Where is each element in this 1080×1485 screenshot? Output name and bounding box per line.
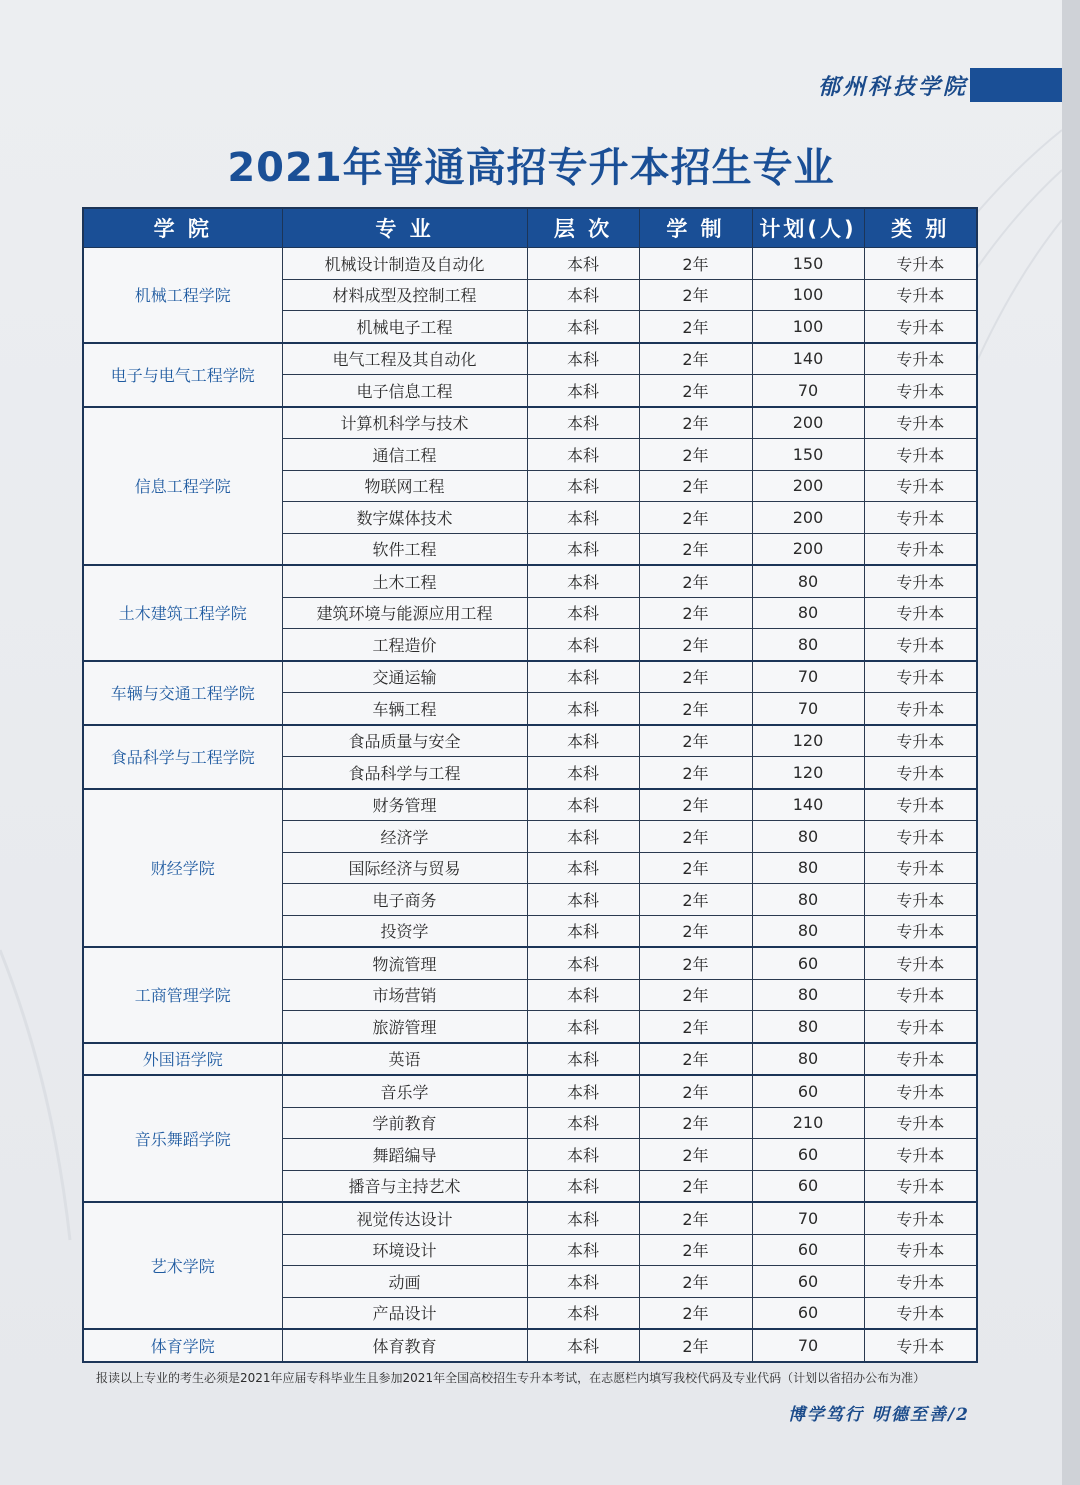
major-cell: 国际经济与贸易 [282,852,527,884]
major-cell: 旅游管理 [282,1011,527,1043]
plan-cell: 80 [752,979,864,1011]
table-row [83,343,977,375]
brand-header [800,68,1062,102]
college-cell: 体育学院 [83,1329,282,1362]
major-cell: 食品科学与工程 [282,757,527,789]
level-cell: 本科 [527,629,639,661]
duration-cell: 2年 [639,533,752,565]
category-cell: 专升本 [864,565,977,597]
major-cell: 数字媒体技术 [282,502,527,534]
category-cell: 专升本 [864,629,977,661]
category-cell: 专升本 [864,311,977,343]
plan-cell: 60 [752,1234,864,1266]
header-category: 类 别 [864,208,977,248]
category-cell: 专升本 [864,470,977,502]
level-cell: 本科 [527,343,639,375]
level-cell: 本科 [527,470,639,502]
page-title: 2021年普通高招专升本招生专业 [227,145,835,191]
category-cell: 专升本 [864,343,977,375]
level-cell: 本科 [527,375,639,407]
plan-cell: 100 [752,311,864,343]
header-plan: 计划(人) [752,208,864,248]
duration-cell: 2年 [639,661,752,693]
page-edge-shadow [1062,0,1080,1485]
plan-cell: 140 [752,343,864,375]
major-cell: 环境设计 [282,1234,527,1266]
plan-cell: 60 [752,1266,864,1298]
major-cell: 车辆工程 [282,693,527,725]
table-row [83,1329,977,1362]
duration-cell: 2年 [639,439,752,471]
table-header-row [83,208,977,248]
duration-cell: 2年 [639,1107,752,1139]
major-cell: 电气工程及其自动化 [282,343,527,375]
table-row [83,947,977,979]
major-cell: 土木工程 [282,565,527,597]
duration-cell: 2年 [639,725,752,757]
level-cell: 本科 [527,757,639,789]
level-cell: 本科 [527,1297,639,1329]
level-cell: 本科 [527,884,639,916]
duration-cell: 2年 [639,693,752,725]
plan-cell: 200 [752,533,864,565]
table-row [83,1043,977,1076]
plan-cell: 60 [752,1297,864,1329]
duration-cell: 2年 [639,757,752,789]
plan-cell: 200 [752,502,864,534]
table-row [83,725,977,757]
footnote: 报读以上专业的考生必须是2021年应届专科毕业生且参加2021年全国高校招生专升本考试，在志愿栏内填写我校代码及专业代码（计划以省招办公布为准） [96,1371,926,1385]
category-cell: 专升本 [864,915,977,947]
level-cell: 本科 [527,693,639,725]
plan-cell: 80 [752,915,864,947]
major-cell: 学前教育 [282,1107,527,1139]
duration-cell: 2年 [639,565,752,597]
major-cell: 市场营销 [282,979,527,1011]
college-cell: 工商管理学院 [83,947,282,1043]
duration-cell: 2年 [639,979,752,1011]
major-cell: 舞蹈编导 [282,1139,527,1171]
major-cell: 视觉传达设计 [282,1202,527,1234]
category-cell: 专升本 [864,279,977,311]
category-cell: 专升本 [864,407,977,439]
category-cell: 专升本 [864,1011,977,1043]
level-cell: 本科 [527,661,639,693]
major-cell: 电子信息工程 [282,375,527,407]
level-cell: 本科 [527,852,639,884]
major-cell: 食品质量与安全 [282,725,527,757]
major-cell: 体育教育 [282,1329,527,1362]
plan-cell: 200 [752,407,864,439]
level-cell: 本科 [527,725,639,757]
level-cell: 本科 [527,407,639,439]
college-cell: 信息工程学院 [83,407,282,566]
college-cell: 艺术学院 [83,1202,282,1329]
duration-cell: 2年 [639,884,752,916]
category-cell: 专升本 [864,1075,977,1107]
major-cell: 音乐学 [282,1075,527,1107]
table-row [83,1075,977,1107]
slogan: 博学笃行 明德至善/2 [788,1405,970,1425]
major-cell: 计算机科学与技术 [282,407,527,439]
major-cell: 材料成型及控制工程 [282,279,527,311]
brand-bar [970,68,1062,102]
major-cell: 产品设计 [282,1297,527,1329]
duration-cell: 2年 [639,470,752,502]
plan-cell: 70 [752,693,864,725]
major-cell: 工程造价 [282,629,527,661]
level-cell: 本科 [527,502,639,534]
table-row [83,248,977,280]
category-cell: 专升本 [864,1139,977,1171]
plan-cell: 70 [752,661,864,693]
duration-cell: 2年 [639,852,752,884]
duration-cell: 2年 [639,1234,752,1266]
plan-cell: 120 [752,725,864,757]
plan-cell: 100 [752,279,864,311]
category-cell: 专升本 [864,248,977,280]
duration-cell: 2年 [639,248,752,280]
college-cell: 电子与电气工程学院 [83,343,282,407]
level-cell: 本科 [527,789,639,821]
table-row [83,407,977,439]
plan-cell: 80 [752,821,864,853]
level-cell: 本科 [527,1011,639,1043]
category-cell: 专升本 [864,979,977,1011]
table-row [83,1202,977,1234]
level-cell: 本科 [527,1139,639,1171]
category-cell: 专升本 [864,884,977,916]
plan-cell: 70 [752,1202,864,1234]
college-cell: 音乐舞蹈学院 [83,1075,282,1202]
duration-cell: 2年 [639,1170,752,1202]
category-cell: 专升本 [864,1170,977,1202]
duration-cell: 2年 [639,789,752,821]
duration-cell: 2年 [639,407,752,439]
table-row [83,789,977,821]
level-cell: 本科 [527,565,639,597]
duration-cell: 2年 [639,1329,752,1362]
duration-cell: 2年 [639,279,752,311]
duration-cell: 2年 [639,502,752,534]
plan-cell: 210 [752,1107,864,1139]
category-cell: 专升本 [864,821,977,853]
duration-cell: 2年 [639,597,752,629]
plan-cell: 60 [752,1139,864,1171]
duration-cell: 2年 [639,915,752,947]
plan-cell: 60 [752,947,864,979]
major-cell: 通信工程 [282,439,527,471]
level-cell: 本科 [527,1202,639,1234]
table-row [83,661,977,693]
category-cell: 专升本 [864,661,977,693]
duration-cell: 2年 [639,1202,752,1234]
level-cell: 本科 [527,979,639,1011]
major-cell: 投资学 [282,915,527,947]
table-body [83,248,977,1362]
duration-cell: 2年 [639,1297,752,1329]
category-cell: 专升本 [864,725,977,757]
plan-cell: 150 [752,439,864,471]
major-cell: 机械设计制造及自动化 [282,248,527,280]
level-cell: 本科 [527,1075,639,1107]
header-duration: 学 制 [639,208,752,248]
major-cell: 财务管理 [282,789,527,821]
plan-cell: 70 [752,375,864,407]
header-major: 专 业 [282,208,527,248]
duration-cell: 2年 [639,629,752,661]
plan-cell: 80 [752,852,864,884]
duration-cell: 2年 [639,1043,752,1076]
plan-cell: 80 [752,597,864,629]
plan-cell: 80 [752,1043,864,1076]
duration-cell: 2年 [639,1266,752,1298]
category-cell: 专升本 [864,1234,977,1266]
category-cell: 专升本 [864,597,977,629]
category-cell: 专升本 [864,693,977,725]
level-cell: 本科 [527,1329,639,1362]
majors-table [82,207,978,1363]
table-row [83,565,977,597]
category-cell: 专升本 [864,502,977,534]
major-cell: 物联网工程 [282,470,527,502]
college-cell: 食品科学与工程学院 [83,725,282,789]
duration-cell: 2年 [639,821,752,853]
major-cell: 电子商务 [282,884,527,916]
college-cell: 车辆与交通工程学院 [83,661,282,725]
header-college: 学 院 [83,208,282,248]
level-cell: 本科 [527,1107,639,1139]
major-cell: 软件工程 [282,533,527,565]
college-cell: 机械工程学院 [83,248,282,343]
category-cell: 专升本 [864,1107,977,1139]
major-cell: 物流管理 [282,947,527,979]
plan-cell: 80 [752,629,864,661]
category-cell: 专升本 [864,789,977,821]
level-cell: 本科 [527,311,639,343]
plan-cell: 70 [752,1329,864,1362]
plan-cell: 80 [752,884,864,916]
plan-cell: 200 [752,470,864,502]
plan-cell: 150 [752,248,864,280]
level-cell: 本科 [527,597,639,629]
level-cell: 本科 [527,947,639,979]
plan-cell: 80 [752,1011,864,1043]
college-cell: 土木建筑工程学院 [83,565,282,661]
duration-cell: 2年 [639,1011,752,1043]
category-cell: 专升本 [864,375,977,407]
category-cell: 专升本 [864,533,977,565]
major-cell: 播音与主持艺术 [282,1170,527,1202]
plan-cell: 60 [752,1075,864,1107]
major-cell: 交通运输 [282,661,527,693]
duration-cell: 2年 [639,343,752,375]
category-cell: 专升本 [864,1266,977,1298]
plan-cell: 140 [752,789,864,821]
major-cell: 经济学 [282,821,527,853]
duration-cell: 2年 [639,375,752,407]
level-cell: 本科 [527,915,639,947]
level-cell: 本科 [527,248,639,280]
duration-cell: 2年 [639,1075,752,1107]
level-cell: 本科 [527,1266,639,1298]
level-cell: 本科 [527,821,639,853]
category-cell: 专升本 [864,1297,977,1329]
level-cell: 本科 [527,1170,639,1202]
category-cell: 专升本 [864,757,977,789]
level-cell: 本科 [527,1234,639,1266]
duration-cell: 2年 [639,947,752,979]
college-cell: 外国语学院 [83,1043,282,1076]
level-cell: 本科 [527,533,639,565]
brand-name: 郁州科技学院 [818,73,969,100]
major-cell: 建筑环境与能源应用工程 [282,597,527,629]
level-cell: 本科 [527,279,639,311]
level-cell: 本科 [527,439,639,471]
major-cell: 动画 [282,1266,527,1298]
plan-cell: 120 [752,757,864,789]
category-cell: 专升本 [864,1043,977,1076]
level-cell: 本科 [527,1043,639,1076]
category-cell: 专升本 [864,439,977,471]
major-cell: 机械电子工程 [282,311,527,343]
category-cell: 专升本 [864,1329,977,1362]
plan-cell: 80 [752,565,864,597]
header-level: 层 次 [527,208,639,248]
major-cell: 英语 [282,1043,527,1076]
category-cell: 专升本 [864,1202,977,1234]
category-cell: 专升本 [864,852,977,884]
duration-cell: 2年 [639,311,752,343]
plan-cell: 60 [752,1170,864,1202]
category-cell: 专升本 [864,947,977,979]
college-cell: 财经学院 [83,789,282,948]
duration-cell: 2年 [639,1139,752,1171]
